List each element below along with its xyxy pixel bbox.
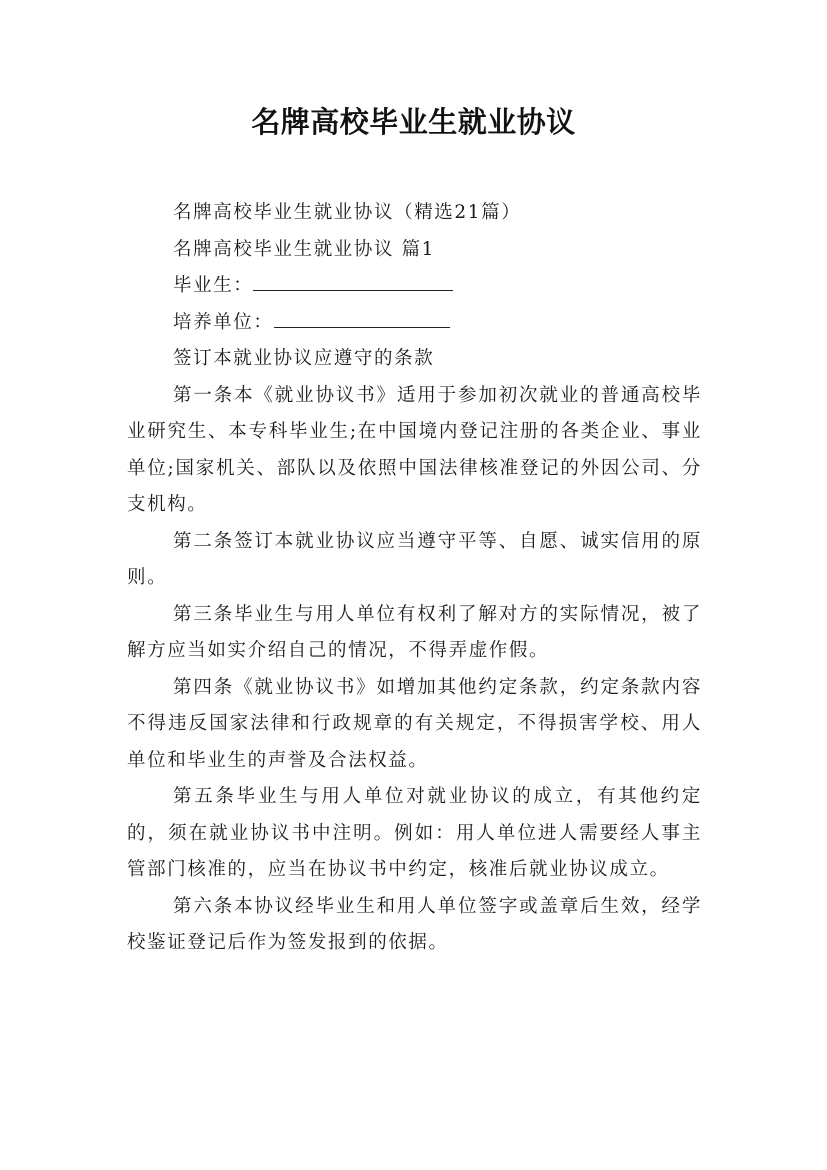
- clause-paragraph: 第一条本《就业协议书》适用于参加初次就业的普通高校毕业研究生、本专科毕业生;在中国境内登记注册的各类企业、事业单位;国家机关、部队以及依照中国法律核准登记的外因公司、分支机构。: [127, 384, 702, 515]
- graduate-label: 毕业生：: [173, 275, 254, 296]
- clause-paragraph: 第五条毕业生与用人单位对就业协议的成立，有其他约定的，须在就业协议书中注明。例如：用人单位进人需要经人事主管部门核准的，应当在协议书中约定，核准后就业协议成立。: [127, 786, 702, 880]
- graduate-blank-line: [253, 270, 453, 291]
- clause-paragraph: 第六条本协议经毕业生和用人单位签字或盖章后生效，经学校鉴证登记后作为签发报到的依据。: [127, 895, 702, 953]
- clause-paragraph: 第二条签订本就业协议应当遵守平等、自愿、诚实信用的原则。: [127, 530, 702, 588]
- clauses-heading: 签订本就业协议应遵守的条款: [173, 348, 435, 369]
- clause-paragraph: 第四条《就业协议书》如增加其他约定条款，约定条款内容不得违反国家法律和行政规章的有关规定，不得损害学校、用人单位和毕业生的声誉及合法权益。: [127, 676, 702, 771]
- training-unit-label: 培养单位：: [173, 311, 274, 333]
- clause-paragraph: 第三条毕业生与用人单位有权利了解对方的实际情况，被了解方应当如实介绍自己的情况，不得弄虚作假。: [127, 603, 702, 661]
- training-unit-blank-line: [274, 307, 450, 328]
- document-subtitle: 名牌高校毕业生就业协议（精选21篇）: [173, 202, 522, 223]
- graduate-field: [127, 268, 702, 305]
- document-title: 名牌高校毕业生就业协议: [251, 105, 576, 139]
- document-body: [127, 195, 702, 962]
- section-heading: 名牌高校毕业生就业协议 篇1: [173, 238, 436, 260]
- training-unit-field: [127, 305, 702, 342]
